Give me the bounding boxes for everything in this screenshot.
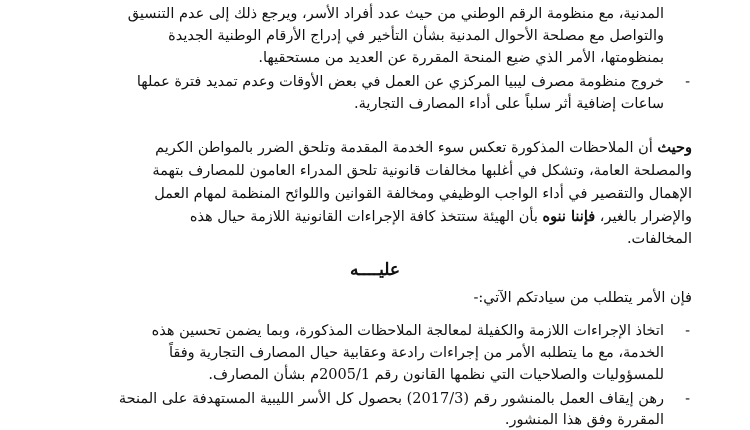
bullet1-line-1: المدنية، مع منظومة الرقم الوطني من حيث عدد أفراد الأسر، ويرجع ذلك إلى عدم التنسيق xyxy=(127,6,664,22)
paragraph-line-5: المخالفات. xyxy=(626,231,692,247)
requirements-intro: فإن الأمر يتطلب من سيادتكم الآتي:- xyxy=(473,290,692,306)
paragraph-emphasis: فإننا ننوه xyxy=(542,208,596,225)
requirement1-line-1: اتخاذ الإجراءات اللازمة والكفيلة لمعالجة الملاحظات المذكورة، وبما يضمن تحسين هذه xyxy=(151,323,664,339)
bullet2-line-1: خروج منظومة مصرف ليبيا المركزي عن العمل في بعض الأوقات وعدم تمديد فترة عملها xyxy=(136,74,664,90)
bullet1-line-2: والتواصل مع مصلحة الأحوال المدنية بشأن التأخير في إدراج الأرقام الوطنية الجديدة xyxy=(168,28,664,44)
paragraph-line-3: الإهمال والتقصير في أداء الواجب الوظيفي ومخالفة القوانين واللوائح المنظمة لمهام العمل xyxy=(154,186,692,202)
requirement2-line-1: رهن إيقاف العمل بالمنشور رقم (2017/3) بحصول كل الأسر الليبية المستهدفة على المنحة xyxy=(118,391,664,407)
paragraph-line-4-pre: والإضرار بالغير، xyxy=(595,209,692,225)
paragraph-line-4 xyxy=(190,208,692,226)
paragraph-line-1 xyxy=(155,139,692,157)
requirement2-dash: - xyxy=(685,391,690,407)
section-heading: عليــــه xyxy=(350,260,400,280)
bullet2-line-2: ساعات إضافية أثر سلباً على أداء المصارف التجارية. xyxy=(354,96,664,112)
bullet1-line-3: بمنظومتها، الأمر الذي ضيع المنحة المقررة عن العديد من مستحقيها. xyxy=(258,50,664,66)
bullet2-dash: - xyxy=(685,74,690,90)
paragraph-line-1-text: أن الملاحظات المذكورة تعكس سوء الخدمة المقدمة وتلحق الضرر بالمواطن الكريم xyxy=(155,140,658,156)
requirement1-line-3: للمسؤوليات والصلاحيات التي نظمها القانون رقم 2005/1م بشأن المصارف. xyxy=(208,367,664,383)
requirement1-dash: - xyxy=(685,323,690,339)
paragraph-line-2: والمصلحة العامة، وتشكل في أغلبها مخالفات قانونية تلحق المدراء العامون للمصارف بتهمة xyxy=(152,163,692,179)
requirement1-line-2: الخدمة، مع ما يتطلبه الأمر من إجراءات رادعة وعقابية حيال المصارف التجارية وفقاً xyxy=(168,345,664,361)
paragraph-line-4-post: بأن الهيئة ستتخذ كافة الإجراءات القانونية اللازمة حيال هذه xyxy=(189,209,543,225)
requirement2-line-2: المقررة وفق هذا المنشور. xyxy=(504,412,664,428)
paragraph-lead: وحيث xyxy=(657,139,692,156)
